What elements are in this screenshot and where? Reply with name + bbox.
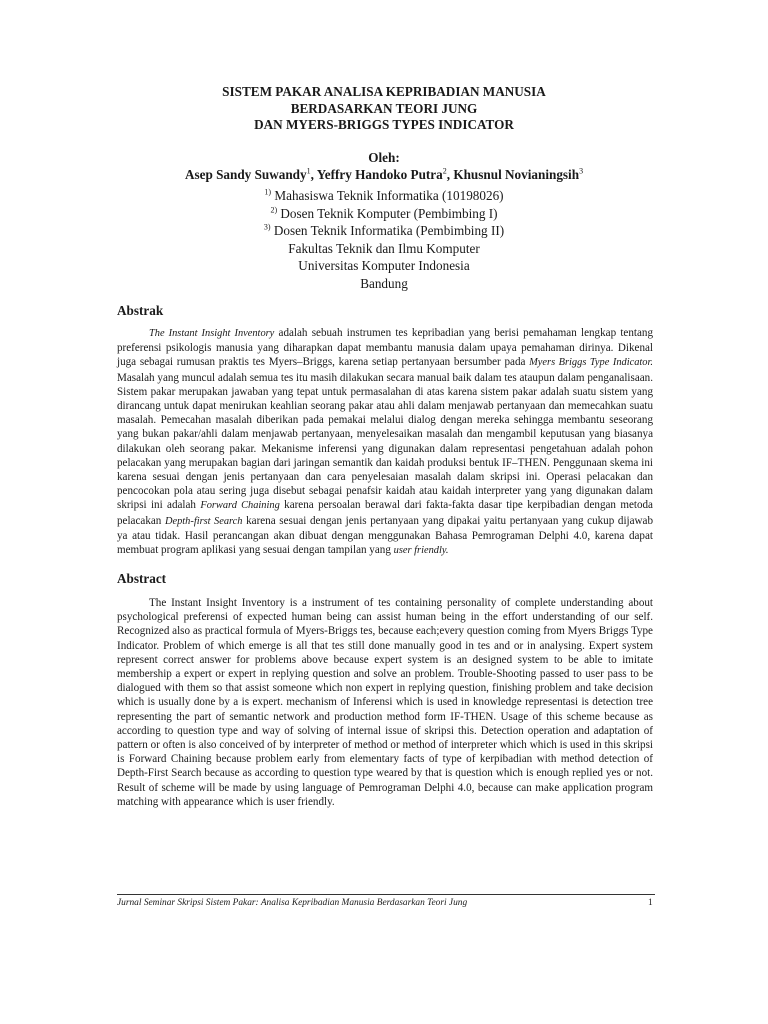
- italic-term: user friendly.: [393, 545, 449, 557]
- affiliation-block: [0, 187, 768, 293]
- affiliation-text: Dosen Teknik Informatika (Pembimbing II): [270, 223, 505, 239]
- university-line: Universitas Komputer Indonesia: [298, 258, 470, 274]
- affiliation-line: [0, 187, 768, 205]
- affiliation-superscript: 3): [263, 222, 271, 232]
- affiliation-superscript: 1): [264, 187, 272, 197]
- author-separator: ,: [446, 166, 454, 182]
- affiliation-line: [0, 205, 768, 223]
- title-line: BERDASARKAN TEORI JUNG: [290, 100, 478, 116]
- author-name: Yeffry Handoko Putra: [316, 166, 443, 182]
- paper-title: [0, 84, 768, 134]
- author-list: [0, 167, 768, 184]
- faculty-line: Fakultas Teknik dan Ilmu Komputer: [288, 240, 480, 256]
- footer-journal-text: Jurnal Seminar Skripsi Sistem Pakar: Analisa Kepribadian Manusia Berdasarkan Teori Jung: [117, 898, 468, 908]
- paragraph-text: karena sesuai dengan jenis pertanyaan yang dipakai yaitu pertanyaan yang cukup dijawab ya atau tidak. Hasil perancangan akan dibuat dengan menggunakan Bahasa Pemrograman Delphi 4.0, karena dapat membuat program aplikasi yang sesuai dengan tampilan yang: [117, 514, 654, 557]
- abstract-heading: Abstract: [117, 571, 167, 586]
- italic-term: Forward Chaining: [200, 500, 280, 512]
- author-superscript: 2: [442, 166, 447, 176]
- paragraph-text: Masalah yang muncul adalah semua tes itu masih dilakukan secara manual baik dalam tes ataupun dalam penganalisaan. Sistem pakar merupakan jawaban yang tepat untuk permasalahan di atas karena sistem pakar adalah suatu sistem yang dirancang untuk dapat menirukan keahlian seorang pakar atau ahli dalam menjawab pertanyaan dan memecahkan suatu masalah. Pemecahan masalah diberikan pada pemakai melalui dialog dengan mereka sehingga membantu seseorang yang bukan pakar/ahli dalam menjawab pertanyaan, menyelesaikan masalah dan mengambil keputusan yang biasanya dilakukan oleh seorang pakar. Mekanisme inferensi yang digunakan dalam representasi pengetahuan adalah pohon pelacakan yang merupakan bagian dari jaringan semantik dan kaidah produksi bentuk IF–THEN. Penggunaan skema ini karena sesuai dengan jenis pertanyaan dan cara penyelesaian masalah dalam skripsi ini. Operasi pelacakan dan pencocokan pola atau sering juga disebut sebagai penafsir kaidah atau kaidah interpreter yang yang digunakan dalam skripsi ini adalah: [117, 371, 653, 512]
- paragraph-text: karena persoalan berawal dari fakta-fakta dasar tipe kerpibadian dengan metoda pelacakan: [117, 499, 653, 527]
- abstrak-heading: Abstrak: [117, 303, 164, 318]
- footer-divider: [117, 894, 655, 895]
- affiliation-text: Dosen Teknik Komputer (Pembimbing I): [277, 205, 498, 221]
- author-superscript: 1: [306, 166, 311, 176]
- italic-term: Myers Briggs Type Indicator.: [529, 357, 653, 369]
- abstrak-paragraph: [117, 326, 653, 558]
- title-line: DAN MYERS-BRIGGS TYPES INDICATOR: [254, 117, 514, 132]
- affiliation-superscript: 2): [270, 205, 278, 215]
- author-name: Asep Sandy Suwandy: [184, 166, 307, 182]
- italic-term: Depth-first Search: [164, 515, 243, 527]
- italic-term: The Instant Insight Inventory: [149, 328, 275, 339]
- author-name: Khusnul Novianingsih: [453, 166, 580, 182]
- abstract-paragraph: The Instant Insight Inventory is a instrument of tes containing personality of complete understanding about psychological preferensi of expected human being can assist human being in the effort understanding of our self. Recognized also as practical formula of Myers-Briggs tes, because each;every question coming from Myers Briggs Type Indicator. Problem of which emerge is all that tes still done manually good in tes and or in analysing. Expert system represent correct answer for problems above because expert system is an designed system to be able to imitate membership a expert or expert in replying question and solve an problem. Trouble-Shooting passed to user pass to be dialogued with them so that assist someone which non expert in replying question, finishing problem and take decision which is usually done by a is expert. mechanism of Inferensi which is used in knowledge representasi is detection tree representing the part of semantic network and production method form IF-THEN. Usage of this scheme because as according to question type and way of solving of internal issue of skripsi this. Detection operation and adaptation of pattern or often is also conceived of by interpreter of method or method of interpreter which which is used in this skripsi is Forward Chaining because problem early from elementary facts of type of kerpibadian with method detection of Depth-First Search because as according to question type weared by that is question which is enough replied yes or not. Result of scheme will be made by using language of Pemrograman Delphi 4.0, because can make application program matching with appearance which is user friendly.: [117, 597, 653, 808]
- author-separator: ,: [310, 166, 317, 182]
- oleh-label: Oleh:: [368, 150, 400, 165]
- author-superscript: 3: [579, 166, 584, 176]
- paragraph-text: adalah sebuah instrumen tes kepribadian yang berisi pemahaman lengkap tentang preferensi psikologis manusia yang diharapkan dapat membantu manusia dalam upaya pemahaman dirinya. Dikenal juga sebagai rumusan praktis tes Myers–Briggs, karena setiap pertanyaan bersumber pada: [117, 327, 653, 369]
- affiliation-line: [0, 222, 768, 240]
- page-number: 1: [648, 898, 653, 908]
- affiliation-text: Mahasiswa Teknik Informatika (10198026): [271, 188, 504, 203]
- author-block: [0, 150, 768, 183]
- city-line: Bandung: [360, 275, 408, 291]
- title-line: SISTEM PAKAR ANALISA KEPRIBADIAN MANUSIA: [222, 84, 546, 99]
